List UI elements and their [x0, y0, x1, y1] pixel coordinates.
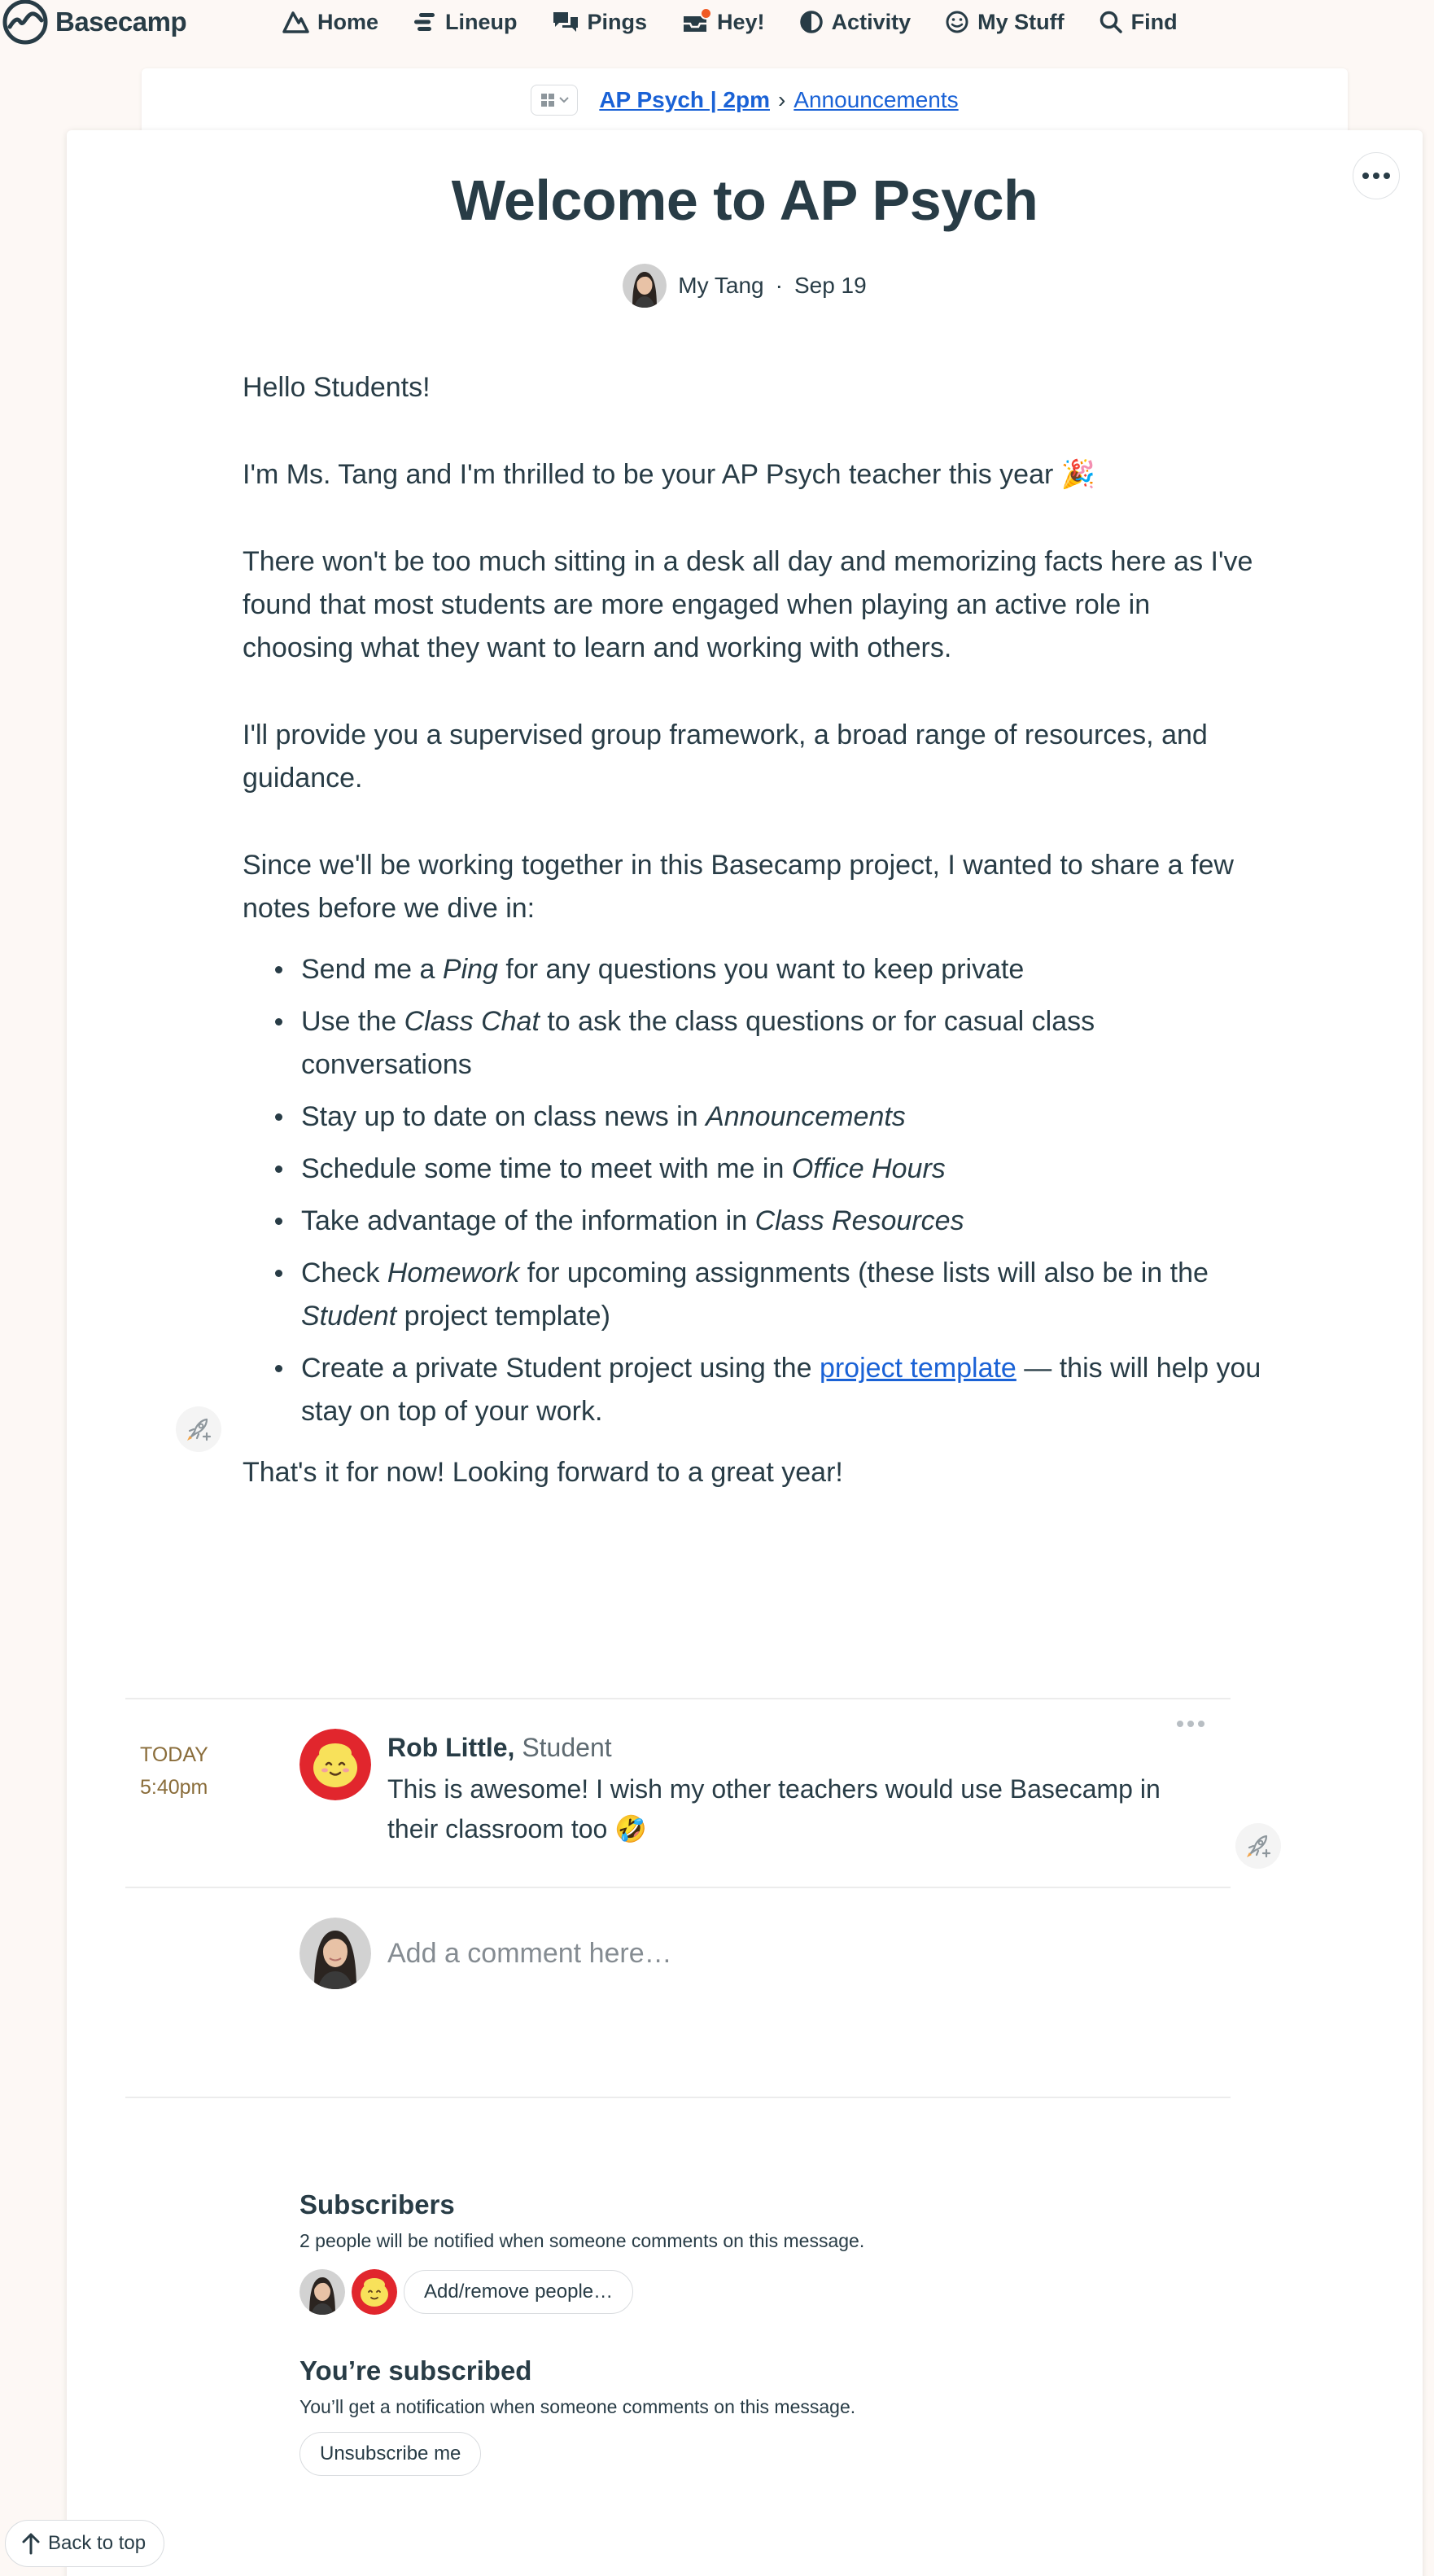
list-item-emphasis: Class Chat — [404, 1006, 540, 1037]
list-item-emphasis: Class Resources — [754, 1205, 964, 1236]
divider — [125, 1698, 1231, 1699]
divider — [125, 1887, 1231, 1888]
boost-button[interactable] — [176, 1406, 221, 1452]
list-item — [301, 1148, 1268, 1191]
comment-day: TODAY — [140, 1743, 208, 1766]
top-navigation — [0, 0, 1434, 44]
comment-text — [387, 1769, 1193, 1849]
comment-options-button[interactable] — [1177, 1721, 1204, 1727]
message-byline — [67, 262, 1423, 309]
list-item-text: Create a private Student project using the — [301, 1353, 820, 1384]
comment-time: 5:40pm — [140, 1776, 208, 1799]
nav-home[interactable] — [282, 10, 378, 35]
list-item-emphasis: Ping — [442, 954, 498, 985]
list-item-text: Use the — [301, 1006, 404, 1037]
intro-text: I'm Ms. Tang and I'm thrilled to be your AP Psych teacher this year — [243, 459, 1054, 490]
list-item-text: project template) — [396, 1301, 610, 1332]
list-item-text: to ask the class questions or for casual class conversations — [301, 1006, 1095, 1080]
activity-icon — [799, 10, 824, 34]
list-item — [301, 948, 1268, 991]
basecamp-logo-icon — [2, 0, 49, 44]
comment-header — [387, 1729, 612, 1766]
current-user-avatar — [299, 1918, 371, 1989]
logo-text: Basecamp — [55, 7, 187, 37]
back-to-top-button[interactable] — [5, 2520, 164, 2567]
divider — [125, 2097, 1231, 2098]
pings-icon — [552, 10, 579, 34]
party-emoji: 🎉 — [1060, 459, 1096, 490]
message-body — [243, 366, 1268, 1538]
byline-dot: · — [775, 273, 783, 298]
subscribers-row — [299, 2268, 633, 2316]
nav-lineup-label: Lineup — [445, 9, 518, 34]
author-name: My Tang — [678, 273, 764, 298]
nav-pings[interactable] — [552, 10, 648, 35]
laughing-emoji: 🤣 — [614, 1814, 648, 1843]
more-dot — [1198, 1721, 1204, 1727]
message-title: Welcome to AP Psych — [451, 168, 1038, 232]
lineup-icon — [413, 11, 437, 33]
search-icon — [1099, 10, 1123, 34]
chevron-down-icon — [559, 97, 569, 103]
add-remove-people-button[interactable]: Add/remove people… — [404, 2270, 633, 2314]
list-item — [301, 1096, 1268, 1139]
subscribers-description: 2 people will be notified when someone comments on this message. — [299, 2230, 865, 2251]
subscription-status-description: You’ll get a notification when someone comments on this message. — [299, 2396, 856, 2417]
subscription-status-heading: You’re subscribed — [299, 2355, 532, 2386]
rocket-boost-icon — [1244, 1832, 1272, 1860]
list-item-text: Schedule some time to meet with me in — [301, 1153, 792, 1184]
nav-find[interactable] — [1099, 10, 1178, 35]
list-item — [301, 1252, 1268, 1338]
nav-hey-label: Hey! — [717, 9, 765, 34]
list-item-emphasis: Announcements — [706, 1101, 906, 1132]
list-item-text: Check — [301, 1257, 387, 1288]
list-item-text: Take advantage of the information in — [301, 1205, 755, 1236]
hey-icon-wrap — [681, 10, 709, 34]
subscriber-avatar[interactable] — [299, 2269, 345, 2315]
nav-links — [282, 0, 1178, 44]
list-item — [301, 1000, 1268, 1087]
rocket-boost-icon — [185, 1415, 212, 1443]
message-date: Sep 19 — [794, 273, 867, 298]
list-item-emphasis: Office Hours — [791, 1153, 946, 1184]
arrow-up-icon — [20, 2532, 42, 2555]
project-switcher-button[interactable] — [531, 85, 578, 116]
list-item-text: for any questions you want to keep private — [497, 954, 1025, 985]
nav-find-label: Find — [1130, 9, 1178, 34]
list-item-text: — this will help you stay on top of your work. — [301, 1353, 1261, 1427]
project-template-link[interactable]: project template — [819, 1353, 1016, 1384]
message-paragraph: Since we'll be working together in this Basecamp project, I wanted to share a few notes before we dive in: — [243, 850, 1234, 924]
breadcrumb-section-link[interactable]: Announcements — [794, 87, 959, 112]
list-item-text: Stay up to date on class news in — [301, 1101, 706, 1132]
message-card — [67, 130, 1423, 2576]
unsubscribe-wrap — [299, 2432, 481, 2476]
commenter-role: Student — [522, 1733, 612, 1762]
notes-list — [243, 948, 1268, 1433]
list-item-emphasis: Homework — [387, 1257, 520, 1288]
unsubscribe-button[interactable]: Unsubscribe me — [299, 2432, 481, 2476]
breadcrumb-separator: › — [777, 87, 786, 112]
list-item-text: Send me a — [301, 954, 443, 985]
nav-my-stuff[interactable] — [945, 10, 1064, 35]
breadcrumb-project-link[interactable]: AP Psych | 2pm — [599, 87, 770, 112]
nav-activity-label: Activity — [831, 9, 912, 34]
message-intro — [243, 453, 1268, 496]
comment-boost-button[interactable] — [1235, 1823, 1281, 1869]
comment-input[interactable] — [387, 1931, 1218, 1976]
commenter-avatar[interactable] — [299, 1729, 371, 1800]
nav-my-stuff-label: My Stuff — [977, 9, 1065, 34]
list-item — [301, 1347, 1268, 1433]
list-item — [301, 1200, 1268, 1243]
basecamp-logo[interactable] — [2, 0, 186, 44]
comment-timestamp — [140, 1738, 208, 1804]
home-icon — [282, 10, 309, 34]
commenter-name[interactable]: Rob Little, — [387, 1733, 515, 1762]
message-greeting: Hello Students! — [243, 372, 431, 403]
my-stuff-icon — [945, 10, 969, 34]
message-paragraph: I'll provide you a supervised group framework, a broad range of resources, and guidance. — [243, 719, 1208, 794]
more-dot — [1177, 1721, 1183, 1727]
nav-pings-label: Pings — [587, 9, 648, 34]
message-closing: That's it for now! Looking forward to a great year! — [243, 1457, 843, 1488]
breadcrumb — [142, 68, 1348, 132]
list-item-emphasis: Student — [301, 1301, 397, 1332]
subscriber-avatar[interactable] — [352, 2269, 397, 2315]
more-dot — [1187, 1721, 1194, 1727]
hey-notification-badge — [700, 7, 712, 20]
nav-home-label: Home — [317, 9, 379, 34]
comment-body: This is awesome! I wish my other teachers would use Basecamp in their classroom too — [387, 1774, 1161, 1843]
message-paragraph: There won't be too much sitting in a desk all day and memorizing facts here as I've found that most students are more engaged when playing an active role in choosing what they want to learn and working with others. — [243, 546, 1253, 663]
grid-icon — [540, 93, 555, 107]
list-item-text: for upcoming assignments (these lists will also be in the — [519, 1257, 1209, 1288]
author-avatar[interactable] — [623, 264, 667, 308]
nav-hey[interactable] — [681, 10, 765, 35]
nav-activity[interactable] — [799, 10, 912, 35]
nav-lineup[interactable] — [413, 10, 518, 35]
back-to-top-label: Back to top — [48, 2532, 146, 2554]
subscribers-heading: Subscribers — [299, 2189, 455, 2220]
